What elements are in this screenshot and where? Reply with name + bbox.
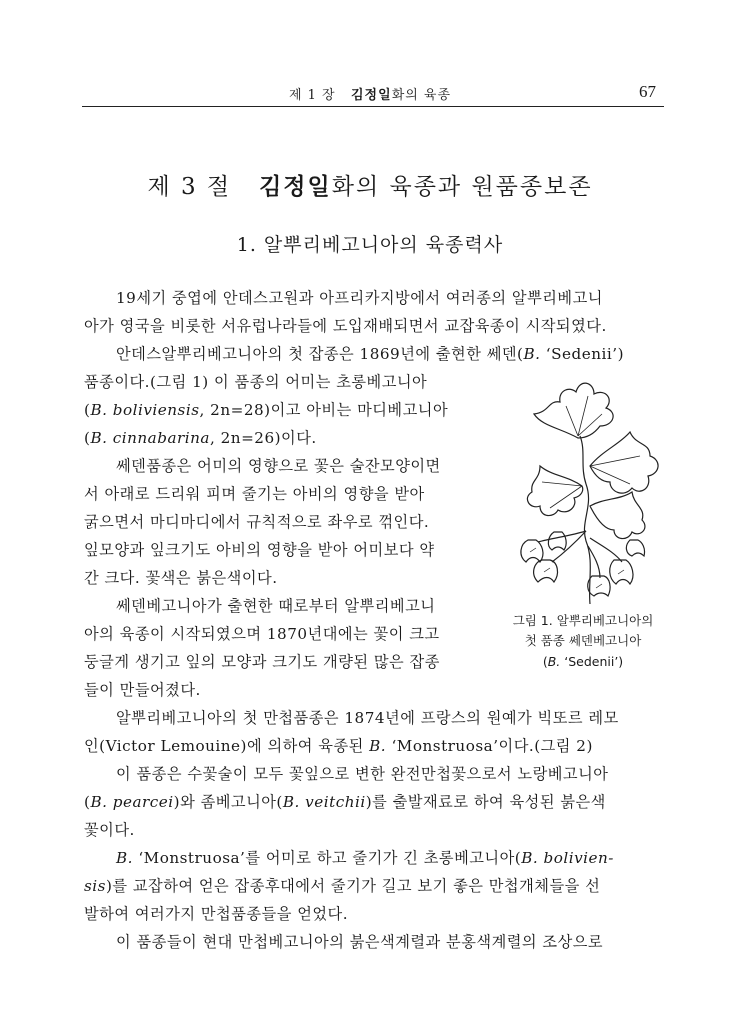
section-rest: 화의 육종과 원품종보존 <box>331 174 593 200</box>
body-line: B. ‘Monstruosa’를 어미로 하고 줄기가 긴 초롱베고니아(B. bolivien- <box>116 849 614 867</box>
begonia-illustration <box>490 356 672 606</box>
page-number: 67 <box>639 82 656 101</box>
body-line: (B. cinnabarina, 2n=26)이다. <box>84 429 317 447</box>
body-line: (B. pearcei)와 좀베고니아(B. veitchii)를 출발재료로 하여 육성된 붉은색 <box>84 793 606 811</box>
body-line: sis)를 교잡하여 얻은 잡종후대에서 줄기가 길고 보기 좋은 만첩개체들을 선 <box>84 877 601 895</box>
body-line: 인(Victor Lemouine)에 의하여 육종된 B. ‘Monstruosa’이다.(그림 2) <box>84 737 593 755</box>
body-line: 둥글게 생기고 잎의 모양과 크기도 개량된 많은 잡종 <box>84 653 440 671</box>
header-chapter-rest: 화의 육종 <box>391 88 452 103</box>
section-title <box>0 168 740 201</box>
body-line: 품종이다.(그림 1) 이 품종의 어미는 초롱베고니아 <box>84 373 428 391</box>
section-name-bold: 김정일 <box>259 173 332 200</box>
header-chapter: 제 1 장 <box>288 88 336 103</box>
body-line: 들이 만들어졌다. <box>84 681 201 699</box>
body-line: 발하여 여러가지 만첩품종들을 얻었다. <box>84 905 349 923</box>
body-line: 꽃이다. <box>84 821 135 839</box>
body-line: 안데스알뿌리베고니아의 첫 잡종은 1869년에 출현한 쎄덴(B. ‘Sedenii’) <box>116 345 624 363</box>
figure-caption-line: 첫 품종 쎄덴베고니아 <box>524 633 642 648</box>
running-header <box>0 84 740 103</box>
body-line: 간 크다. 꽃색은 붉은색이다. <box>84 569 278 587</box>
body-line: 잎모양과 잎크기도 아비의 영향을 받아 어미보다 약 <box>84 541 435 559</box>
body-line: (B. boliviensis, 2n=28)이고 아비는 마디베고니아 <box>84 401 449 419</box>
header-name-bold: 김정일 <box>351 88 392 103</box>
header-rule <box>82 106 664 107</box>
body-line: 쎄덴베고니아가 출현한 때로부터 알뿌리베고니 <box>116 597 436 615</box>
body-line: 이 품종들이 현대 만첩베고니아의 붉은색계렬과 분홍색계렬의 조상으로 <box>116 933 604 951</box>
body-line: 아의 육종이 시작되였으며 1870년대에는 꽃이 크고 <box>84 625 440 643</box>
body-line: 서 아래로 드리워 피며 줄기는 아비의 영향을 받아 <box>84 485 425 503</box>
body-line: 이 품종은 수꽃술이 모두 꽃잎으로 변한 완전만첩꽃으로서 노랑베고니아 <box>116 765 609 783</box>
body-line: 19세기 중엽에 안데스고원과 아프리카지방에서 여러종의 알뿌리베고니 <box>116 289 603 307</box>
section-prefix: 제 3 절 <box>147 174 232 200</box>
body-line: 알뿌리베고니아의 첫 만첩품종은 1874년에 프랑스의 원예가 빅또르 레모 <box>116 709 619 727</box>
body-line: 아가 영국을 비롯한 서유럽나라들에 도입재배되면서 교잡육종이 시작되였다. <box>84 317 607 335</box>
figure-caption-line: 그림 1. 알뿌리베고니아의 <box>512 613 654 628</box>
figure-caption-line: (B. ‘Sedenii’) <box>542 654 624 669</box>
body-line: 쎄덴품종은 어미의 영향으로 꽃은 술잔모양이면 <box>116 457 441 475</box>
body-line: 굵으면서 마디마디에서 규칙적으로 좌우로 꺾인다. <box>84 513 430 531</box>
subsection-title: 1. 알뿌리베고니아의 육종력사 <box>236 234 504 256</box>
